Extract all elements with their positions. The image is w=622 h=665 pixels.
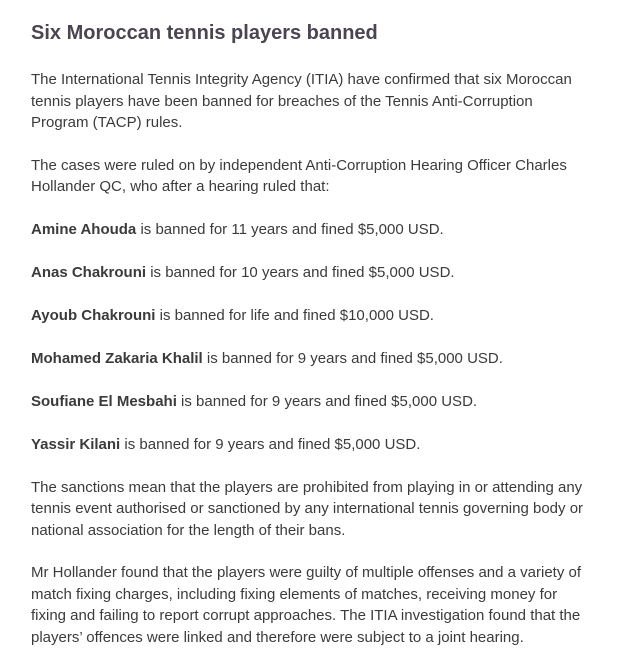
sanctions-paragraph: The sanctions mean that the players are prohibited from playing in or attending any tennis event authorised or sanctioned by any international tennis governing body or national association for the length of their bans. xyxy=(31,478,584,539)
cases-intro-paragraph: The cases were ruled on by independent Anti-Corruption Hearing Officer Charles Hollander QC, who after a hearing ruled that: xyxy=(31,156,567,195)
player-name: Amine Ahouda xyxy=(31,220,137,238)
player-sanction: is banned for 9 years and fined $5,000 USD. xyxy=(202,349,503,367)
player-name: Ayoub Chakrouni xyxy=(31,306,156,324)
player-sanction: is banned for 9 years and fined $5,000 USD. xyxy=(120,435,421,453)
player-name: Soufiane El Mesbahi xyxy=(31,392,177,410)
findings-paragraph: Mr Hollander found that the players were guilty of multiple offenses and a variety of match fixing charges, including fixing elements of matches, receiving money for fixing and failing to report corrupt approaches. The ITIA investigation found that the players’ offences were linked and therefore were subject to a joint hearing. xyxy=(31,564,582,646)
player-sanction: is banned for 9 years and fined $5,000 USD. xyxy=(176,392,478,410)
intro-paragraph: The International Tennis Integrity Agency (ITIA) have confirmed that six Moroccan tennis players have been banned for breaches of the Tennis Anti-Corruption Program (TACP) rules. xyxy=(31,71,572,131)
player-sanction: is banned for 11 years and fined $5,000 USD. xyxy=(136,220,444,238)
player-name: Anas Chakrouni xyxy=(31,263,147,281)
player-ruling xyxy=(31,219,591,241)
player-ruling xyxy=(31,434,591,456)
player-ruling xyxy=(31,391,591,413)
player-name: Mohamed Zakaria Khalil xyxy=(31,349,203,367)
player-sanction: is banned for 10 years and fined $5,000 USD. xyxy=(146,263,455,281)
player-ruling xyxy=(31,305,591,327)
player-ruling xyxy=(31,348,591,370)
player-ruling xyxy=(31,262,591,284)
player-name: Yassir Kilani xyxy=(31,435,121,453)
player-sanction: is banned for life and fined $10,000 USD. xyxy=(155,306,434,324)
article-title: Six Moroccan tennis players banned xyxy=(31,22,378,44)
